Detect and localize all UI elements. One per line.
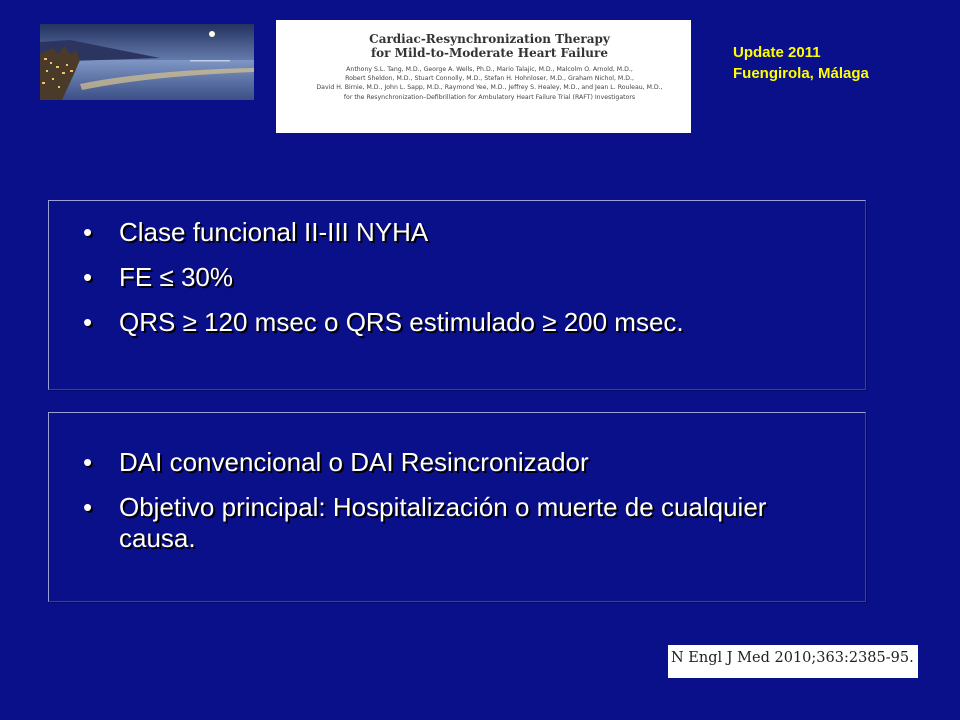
bullet-icon: • [83,492,93,522]
list-item-text: FE ≤ 30% [119,262,233,292]
paper-header-image [276,20,691,133]
bullet-icon: • [83,262,93,292]
list-item [83,217,845,248]
coastline-image [40,24,254,100]
paper-authors [302,65,677,102]
journal-citation: N Engl J Med 2010;363:2385-95. [668,645,918,678]
study-design-list [83,447,845,568]
update-location: Fuengirola, Málaga [733,65,869,82]
bullet-icon: • [83,447,93,477]
list-item-text: Objetivo principal: Hospitalización o muerte de cualquier causa. [119,492,767,553]
update-label [733,42,869,84]
paper-title-line-1: Cardiac-Resynchronization Therapy [369,32,610,46]
paper-authors-line: David H. Birnie, M.D., John L. Sapp, M.D., Raymond Yee, M.D., Jeffrey S. Healey, M.D., and Jean L. Rouleau, M.D., [316,84,663,92]
list-item [83,447,845,478]
update-title: Update 2011 [733,44,821,61]
list-item-text: DAI convencional o DAI Resincronizador [119,447,589,477]
list-item [83,307,845,338]
paper-authors-line: for the Resynchronization–Defibrillation for Ambulatory Heart Failure Trial (RAFT) Investigators [343,93,636,101]
list-item [83,492,845,554]
paper-title [302,32,677,60]
list-item-text: QRS ≥ 120 msec o QRS estimulado ≥ 200 msec. [119,307,684,337]
fuengirola-night-photo [40,24,254,100]
bullet-icon: • [83,217,93,247]
paper-authors-line: Anthony S.L. Tang, M.D., George A. Wells, Ph.D., Mario Talajic, M.D., Malcolm O. Arnold, M.D., [346,66,633,73]
bullet-icon: • [83,307,93,337]
paper-title-line-2: for Mild-to-Moderate Heart Failure [371,46,608,60]
inclusion-criteria-list [83,217,845,352]
list-item-text: Clase funcional II-III NYHA [119,217,429,247]
inclusion-criteria-box [48,200,866,390]
list-item [83,262,845,293]
paper-authors-line: Robert Sheldon, M.D., Stuart Connolly, M.D., Stefan H. Hohnloser, M.D., Graham Nichol, M.D., [345,75,634,83]
study-design-box [48,412,866,602]
